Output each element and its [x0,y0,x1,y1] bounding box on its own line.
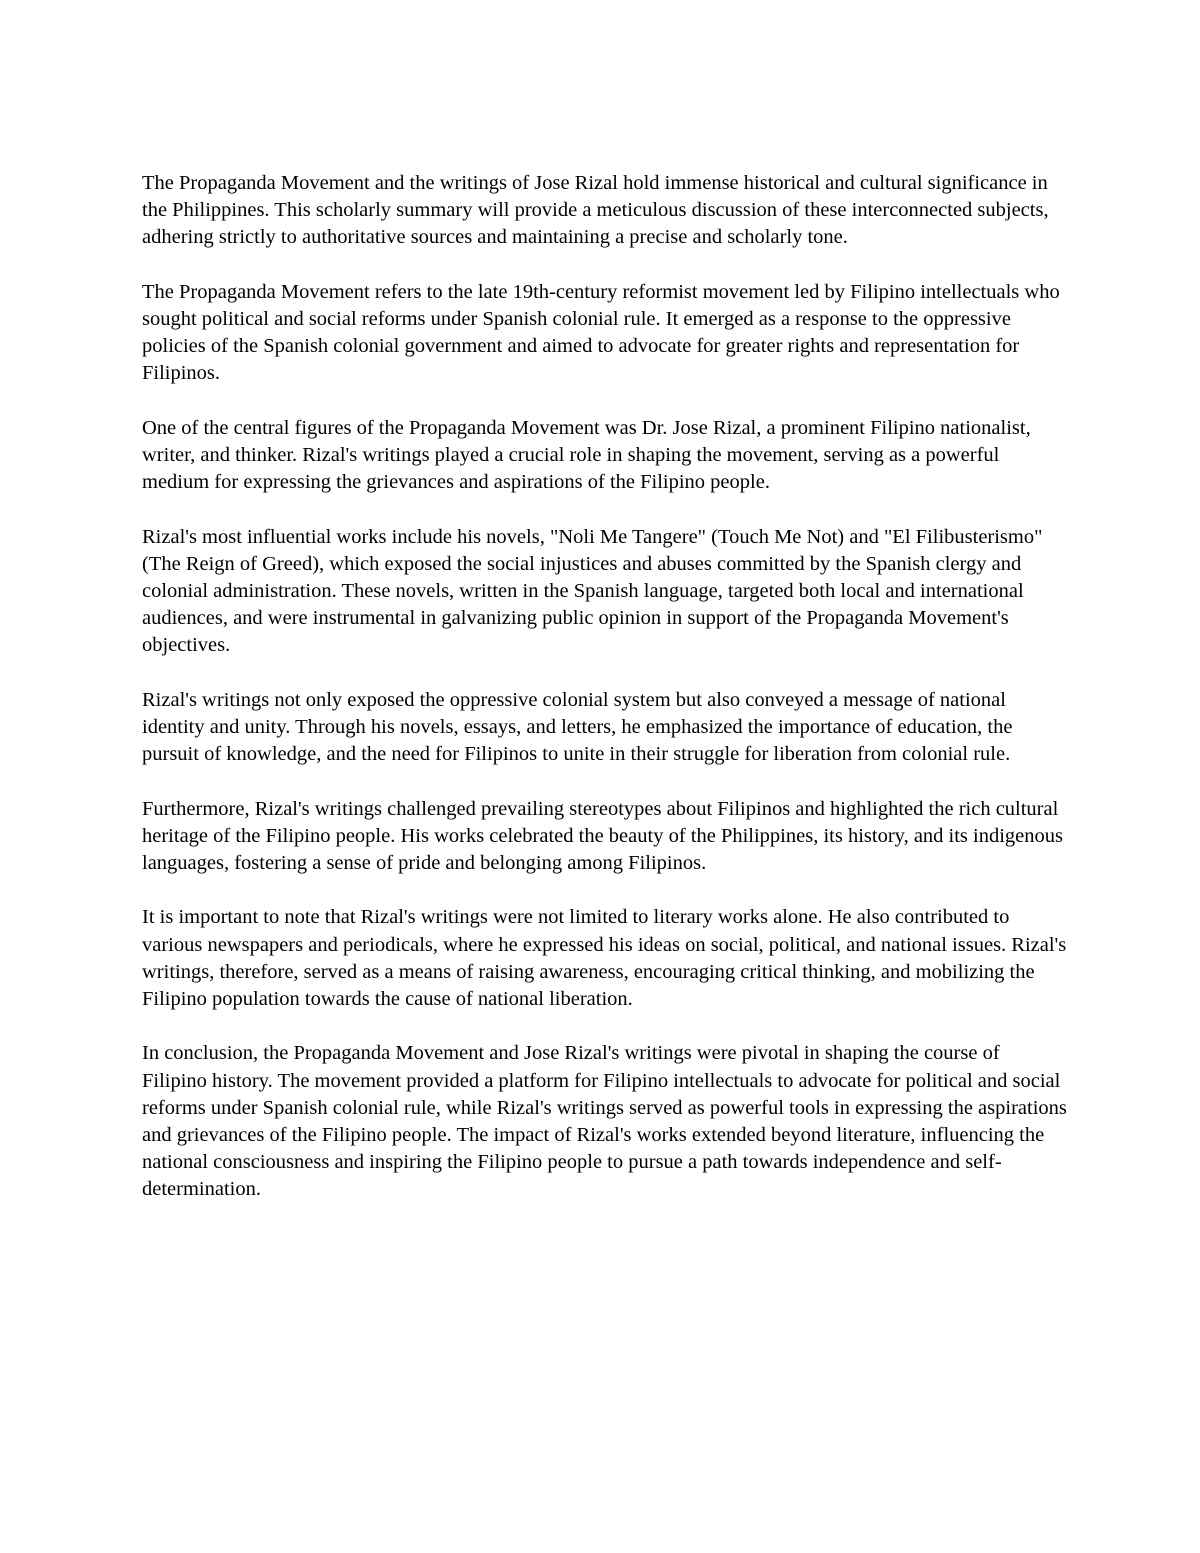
paragraph-rizal-central-figure: One of the central figures of the Propaganda Movement was Dr. Jose Rizal, a prominent Filipino nationalist, writer, and thinker. Rizal's writings played a crucial role in shaping the movement, serving as a powerful medium for expressing the grievances and aspirations of the Filipino people. [142,416,1031,494]
paragraph-conclusion: In conclusion, the Propaganda Movement and Jose Rizal's writings were pivotal in shaping the course of Filipino history. The movement provided a platform for Filipino intellectuals to advocate for political and social reforms under Spanish colonial rule, while Rizal's writings served as powerful tools in expressing the aspirations and grievances of the Filipino people. The impact of Rizal's works extended beyond literature, influencing the national consciousness and inspiring the Filipino people to pursue a path towards independence and self-determination. [142,1042,1067,1201]
paragraph-periodicals: It is important to note that Rizal's writings were not limited to literary works alone. He also contributed to various newspapers and periodicals, where he expressed his ideas on social, political, and national issues. Rizal's writings, therefore, served as a means of raising awareness, encouraging critical thinking, and mobilizing the Filipino population towards the cause of national liberation. [142,906,1067,1010]
paragraph-rizal-novels: Rizal's most influential works include his novels, "Noli Me Tangere" (Touch Me Not) and "El Filibusterismo" (The Reign of Greed), which exposed the social injustices and abuses committed by the Spanish clergy and colonial administration. These novels, written in the Spanish language, targeted both local and international audiences, and were instrumental in galvanizing public opinion in support of the Propaganda Movement's objectives. [142,525,1043,657]
paragraph-movement-definition: The Propaganda Movement refers to the late 19th-century reformist movement led by Filipino intellectuals who sought political and social reforms under Spanish colonial rule. It emerged as a response to the oppressive policies of the Spanish colonial government and aimed to advocate for greater rights and representation for Filipinos. [142,280,1060,385]
document-body [142,170,1067,1231]
paragraph-cultural-heritage: Furthermore, Rizal's writings challenged prevailing stereotypes about Filipinos and highlighted the rich cultural heritage of the Filipino people. His works celebrated the beauty of the Philippines, its history, and its indigenous languages, fostering a sense of pride and belonging among Filipinos. [142,797,1063,874]
paragraph-national-identity: Rizal's writings not only exposed the oppressive colonial system but also conveyed a message of national identity and unity. Through his novels, essays, and letters, he emphasized the importance of education, the pursuit of knowledge, and the need for Filipinos to unite in their struggle for liberation from colonial rule. [142,688,1013,766]
paragraph-intro: The Propaganda Movement and the writings of Jose Rizal hold immense historical and cultural significance in the Philippines. This scholarly summary will provide a meticulous discussion of these interconnected subjects, adhering strictly to authoritative sources and maintaining a precise and scholarly tone. [142,172,1049,249]
